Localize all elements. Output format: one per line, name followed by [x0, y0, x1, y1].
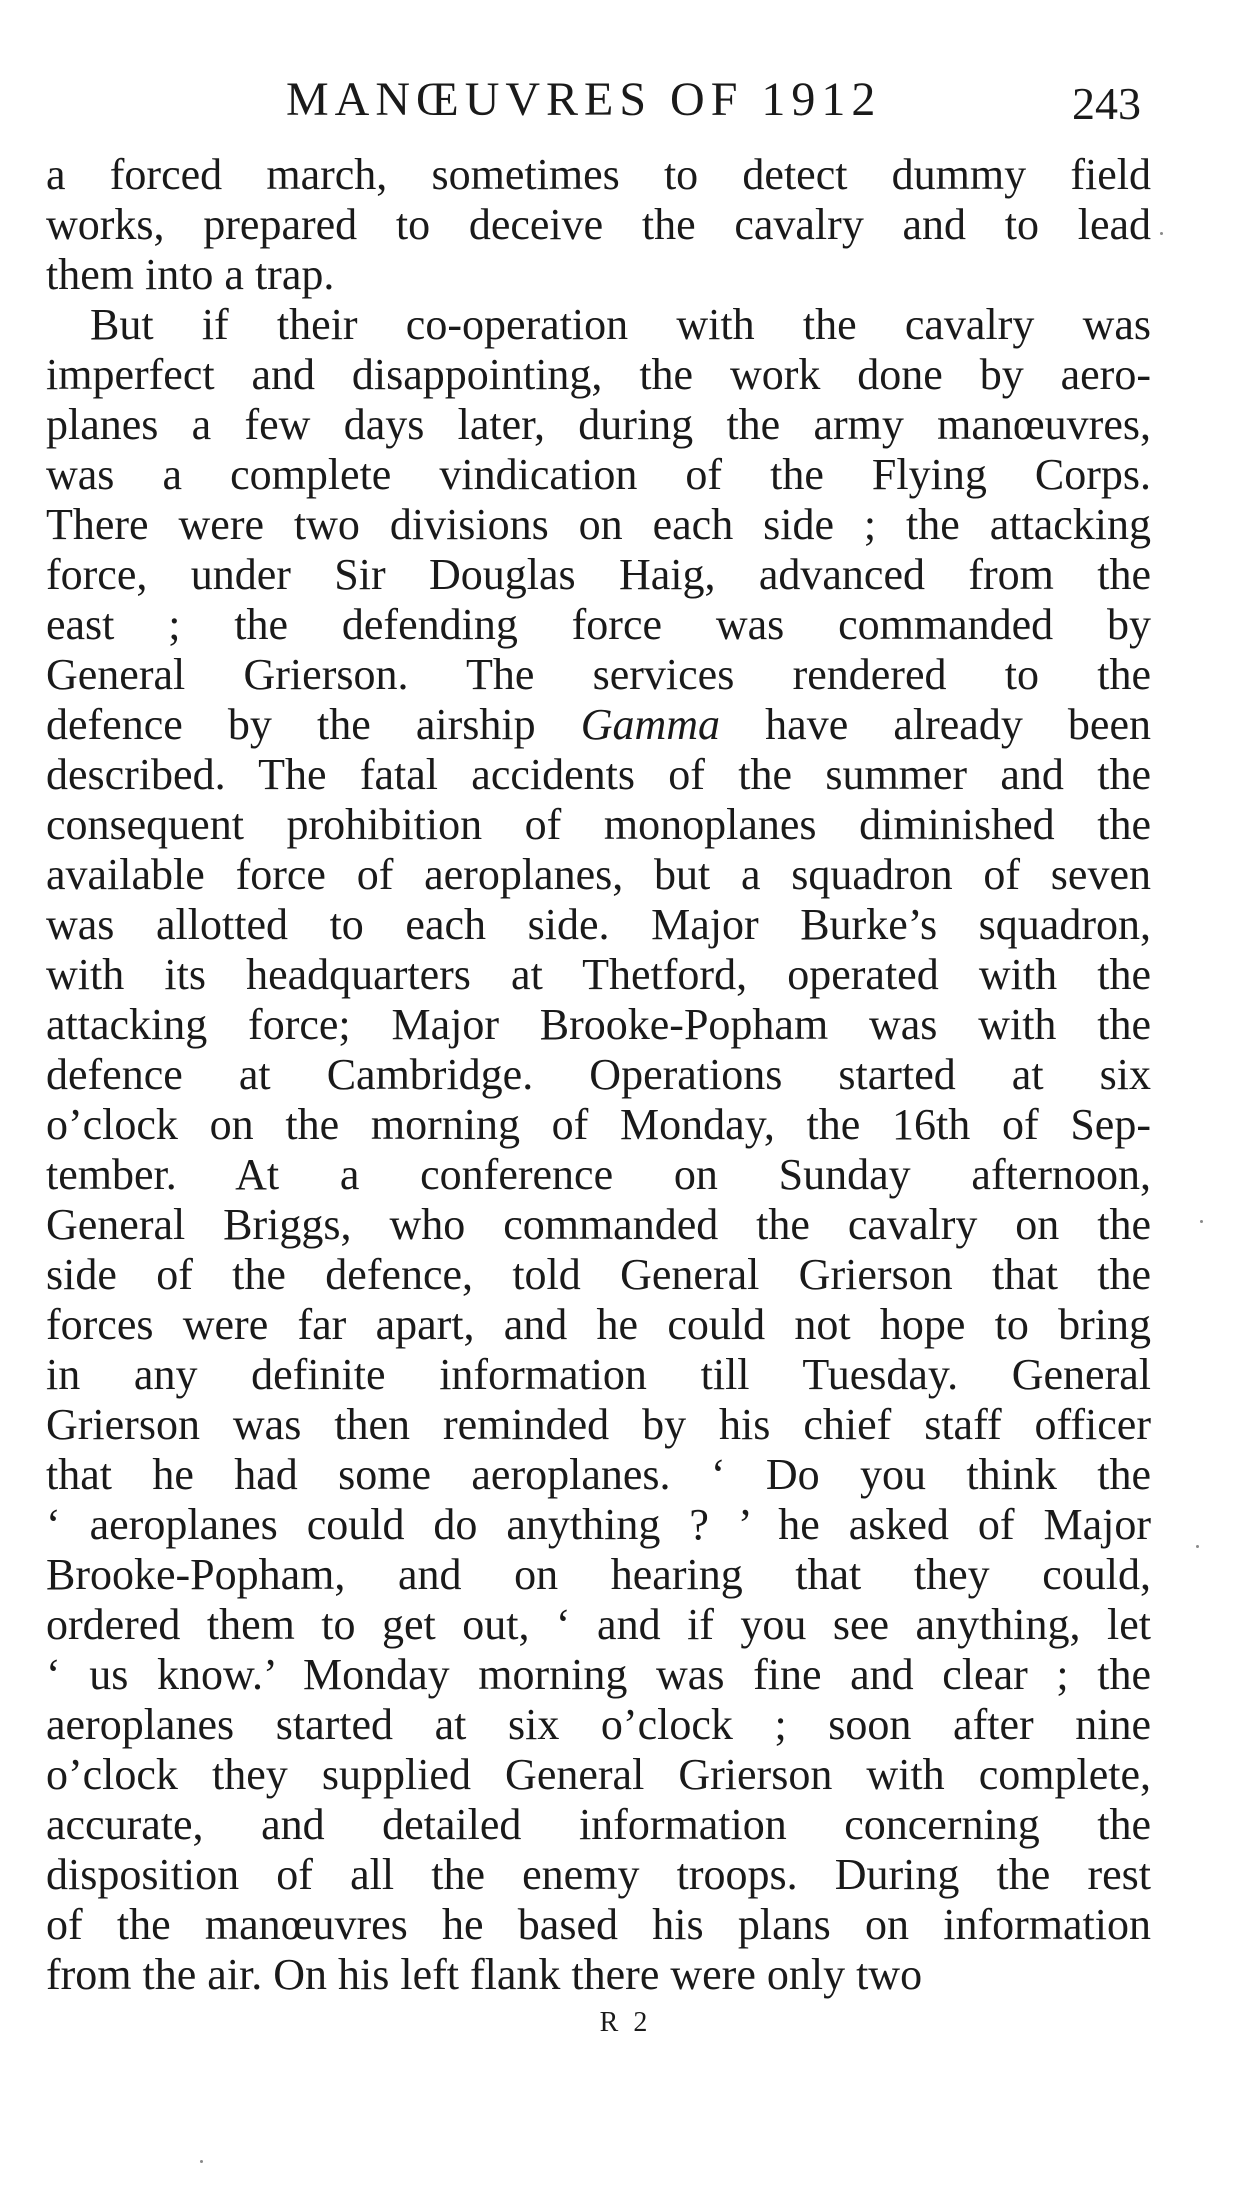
- text-line: from the air. On his left flank there were only two: [46, 1950, 923, 1999]
- airship-name: Gamma: [580, 700, 721, 749]
- text-line: side of the defence, told General Grierson that the: [46, 1250, 1151, 1299]
- text-line: with its headquarters at Thetford, operated with the: [46, 950, 1151, 999]
- text-line: defence at Cambridge. Operations started at six: [46, 1050, 1151, 1099]
- text-line: force, under Sir Douglas Haig, advanced from the: [46, 550, 1151, 599]
- text-line: east ; the defending force was commanded by: [46, 600, 1151, 649]
- running-title: MANŒUVRES OF 1912: [286, 73, 882, 126]
- text-line: forces were far apart, and he could not hope to bring: [46, 1300, 1151, 1349]
- text-line: in any definite information till Tuesday. General: [46, 1350, 1151, 1399]
- text-line: described. The fatal accidents of the summer and the: [46, 750, 1151, 799]
- text-line: accurate, and detailed information concerning the: [46, 1800, 1151, 1849]
- text-line: General Briggs, who commanded the cavalry on the: [46, 1200, 1151, 1249]
- text-line: a forced march, sometimes to detect dummy field: [46, 150, 1151, 199]
- text-line: planes a few days later, during the army manœuvres,: [46, 400, 1151, 449]
- text-line: ordered them to get out, ‘ and if you see anything, let: [46, 1600, 1151, 1649]
- text-line: consequent prohibition of monoplanes diminished the: [46, 800, 1151, 849]
- text-line: o’clock they supplied General Grierson with complete,: [46, 1750, 1151, 1799]
- text-line: available force of aeroplanes, but a squadron of seven: [46, 850, 1151, 899]
- text-line: aeroplanes started at six o’clock ; soon after nine: [46, 1700, 1151, 1749]
- text-line: imperfect and disappointing, the work done by aero-: [46, 350, 1151, 399]
- text-line: o’clock on the morning of Monday, the 16th of Sep-: [46, 1100, 1151, 1149]
- text-line: of the manœuvres he based his plans on information: [46, 1900, 1151, 1949]
- text-line: them into a trap.: [46, 250, 335, 299]
- paper-speck: [1200, 1220, 1203, 1223]
- body-text: [46, 150, 1151, 2000]
- paragraph: [46, 150, 1151, 300]
- paper-speck: [1160, 232, 1163, 235]
- paragraph: [46, 300, 1151, 2000]
- text-line: ‘ aeroplanes could do anything ? ’ he asked of Major: [46, 1500, 1151, 1549]
- text-line: But if their co-operation with the cavalry was: [90, 300, 1151, 349]
- running-head: [46, 70, 1151, 130]
- text-line: disposition of all the enemy troops. During the rest: [46, 1850, 1151, 1899]
- text-line: Grierson was then reminded by his chief staff officer: [46, 1400, 1151, 1449]
- paper-speck: [200, 2160, 203, 2163]
- text-line: attacking force; Major Brooke-Popham was with the: [46, 1000, 1151, 1049]
- text-line: General Grierson. The services rendered to the: [46, 650, 1151, 699]
- page-number: 243: [1072, 78, 1141, 129]
- text-line: There were two divisions on each side ; the attacking: [46, 500, 1151, 549]
- printer-signature-mark: R 2: [599, 2007, 652, 2038]
- text-line: works, prepared to deceive the cavalry and to lead: [46, 200, 1151, 249]
- text-line: was a complete vindication of the Flying Corps.: [46, 450, 1151, 499]
- text-line: tember. At a conference on Sunday afternoon,: [46, 1150, 1151, 1199]
- paper-speck: [1196, 1545, 1199, 1548]
- text-line: was allotted to each side. Major Burke’s squadron,: [46, 900, 1151, 949]
- text-line: defence by the airship Gamma have already been: [46, 700, 1151, 749]
- text-line: that he had some aeroplanes. ‘ Do you think the: [46, 1450, 1151, 1499]
- text-line: Brooke-Popham, and on hearing that they could,: [46, 1550, 1151, 1599]
- text-line: ‘ us know.’ Monday morning was fine and clear ; the: [46, 1650, 1151, 1699]
